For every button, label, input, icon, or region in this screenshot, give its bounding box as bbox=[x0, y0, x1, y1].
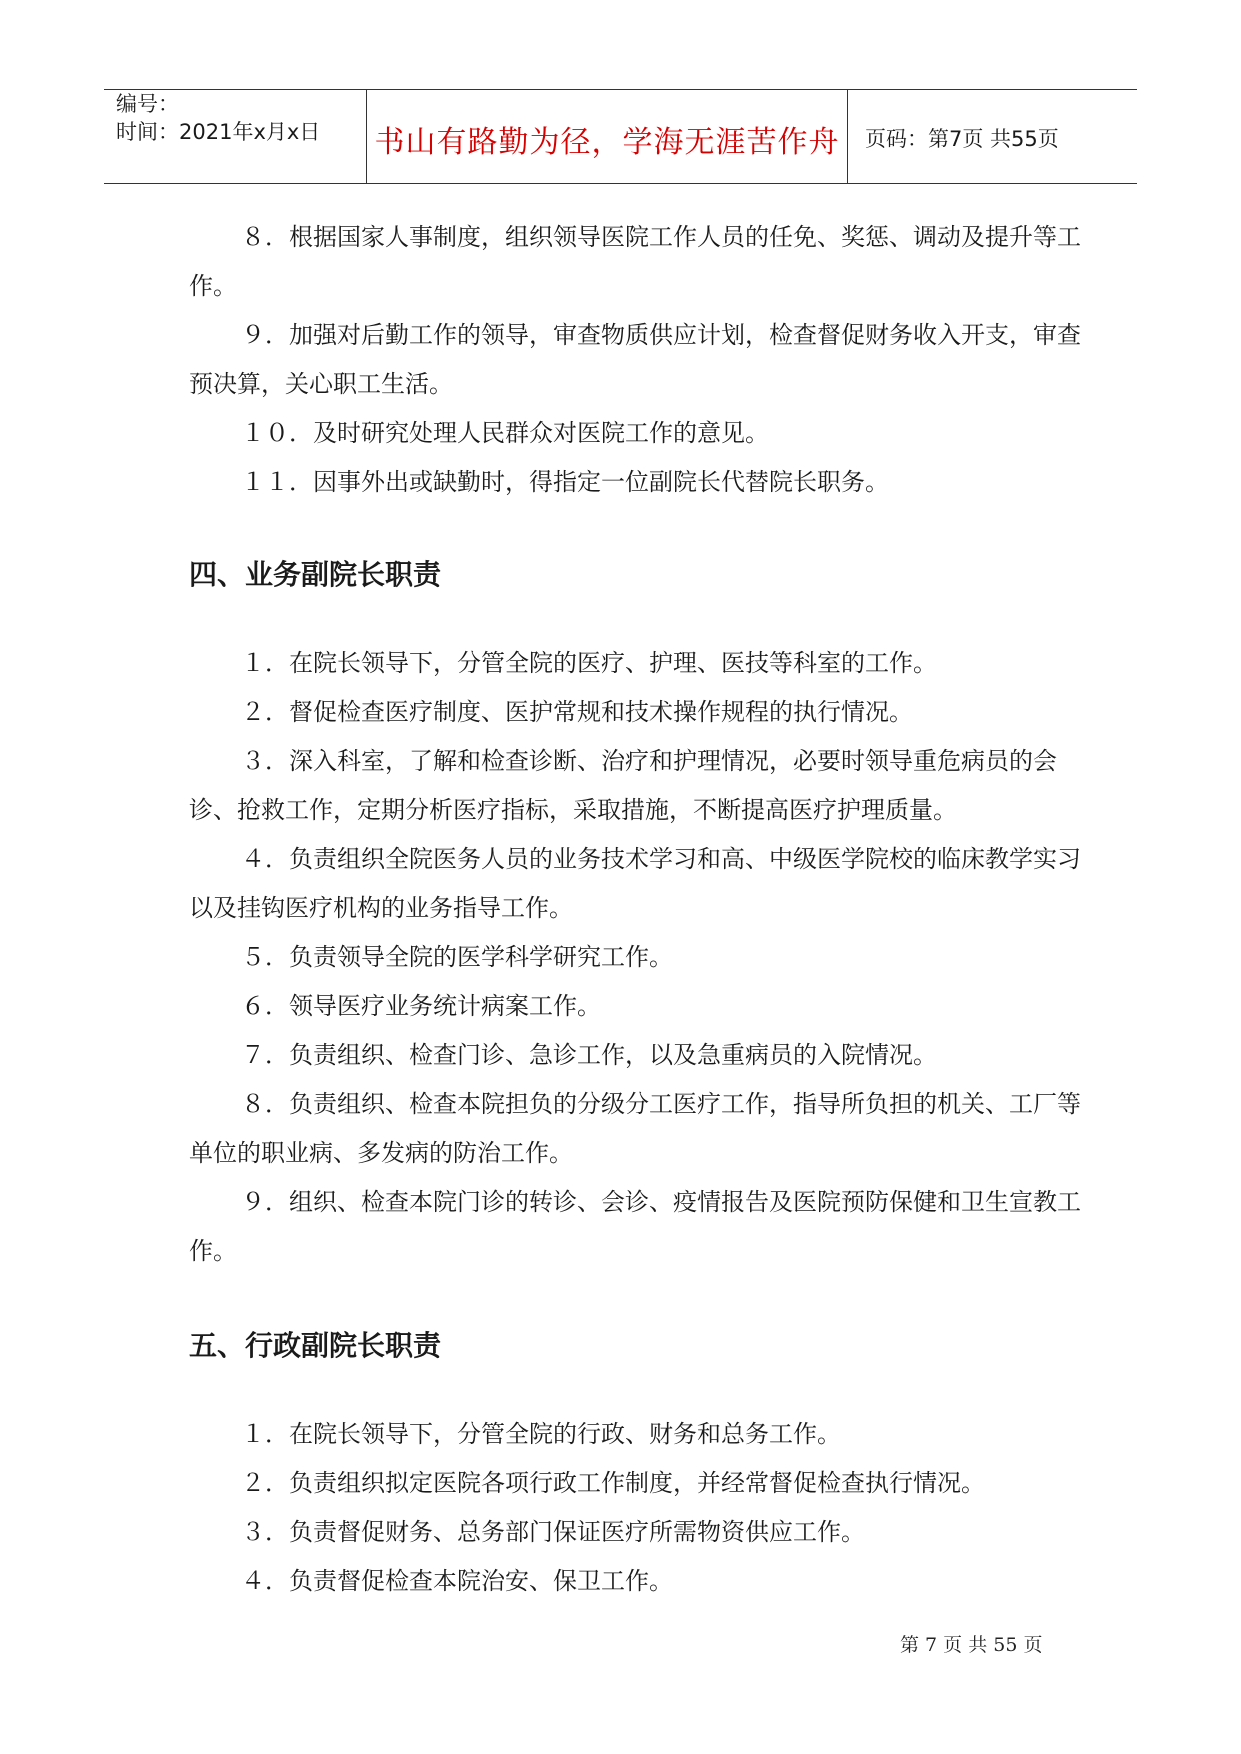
time-label: 时间：2021年x月x日 bbox=[116, 120, 321, 144]
section-heading: 五、行政副院长职责 bbox=[189, 1329, 442, 1362]
list-item: ５．负责领导全院的医学科学研究工作。 bbox=[241, 943, 673, 971]
list-item: １．在院长领导下，分管全院的医疗、护理、医技等科室的工作。 bbox=[241, 649, 937, 677]
paragraph: ８．根据国家人事制度，组织领导医院工作人员的任免、奖惩、调动及提升等工作。 bbox=[189, 223, 1081, 300]
document-header bbox=[104, 89, 1137, 184]
list-item: ４．负责组织全院医务人员的业务技术学习和高、中级医学院校的临床教学实习以及挂钩医疗机构的业务指导工作。 bbox=[189, 845, 1081, 922]
list-item: １．在院长领导下，分管全院的行政、财务和总务工作。 bbox=[241, 1420, 841, 1448]
page-footer: 第 7 页 共 55 页 bbox=[900, 1634, 1043, 1656]
list-item: ４．负责督促检查本院治安、保卫工作。 bbox=[241, 1567, 673, 1595]
header-meta-cell bbox=[104, 90, 367, 183]
motto-text: 书山有路勤为径，学海无涯苦作舟 bbox=[374, 125, 840, 160]
list-item: ８．负责组织、检查本院担负的分级分工医疗工作，指导所负担的机关、工厂等单位的职业病、多发病的防治工作。 bbox=[189, 1090, 1081, 1167]
list-item: ３．深入科室，了解和检查诊断、治疗和护理情况，必要时领导重危病员的会诊、抢救工作，定期分析医疗指标，采取措施，不断提高医疗护理质量。 bbox=[189, 747, 1057, 824]
header-page-cell bbox=[849, 90, 1137, 183]
section-heading: 四、业务副院长职责 bbox=[189, 558, 442, 591]
list-item: ６．领导医疗业务统计病案工作。 bbox=[241, 992, 601, 1020]
doc-number-label: 编号： bbox=[116, 92, 179, 116]
list-item: ２．督促检查医疗制度、医护常规和技术操作规程的执行情况。 bbox=[241, 698, 913, 726]
header-motto-cell bbox=[367, 90, 848, 183]
list-item: ７．负责组织、检查门诊、急诊工作，以及急重病员的入院情况。 bbox=[241, 1041, 937, 1069]
page-code: 页码：第7页 共55页 bbox=[865, 127, 1059, 151]
paragraph: １０．及时研究处理人民群众对医院工作的意见。 bbox=[241, 419, 769, 447]
list-item: ３．负责督促财务、总务部门保证医疗所需物资供应工作。 bbox=[241, 1518, 865, 1546]
list-item: ２．负责组织拟定医院各项行政工作制度，并经常督促检查执行情况。 bbox=[241, 1469, 985, 1497]
paragraph: ９．加强对后勤工作的领导，审查物质供应计划，检查督促财务收入开支，审查预决算，关心职工生活。 bbox=[189, 321, 1081, 398]
paragraph: １１．因事外出或缺勤时，得指定一位副院长代替院长职务。 bbox=[241, 468, 889, 496]
list-item: ９．组织、检查本院门诊的转诊、会诊、疫情报告及医院预防保健和卫生宣教工作。 bbox=[189, 1188, 1081, 1265]
